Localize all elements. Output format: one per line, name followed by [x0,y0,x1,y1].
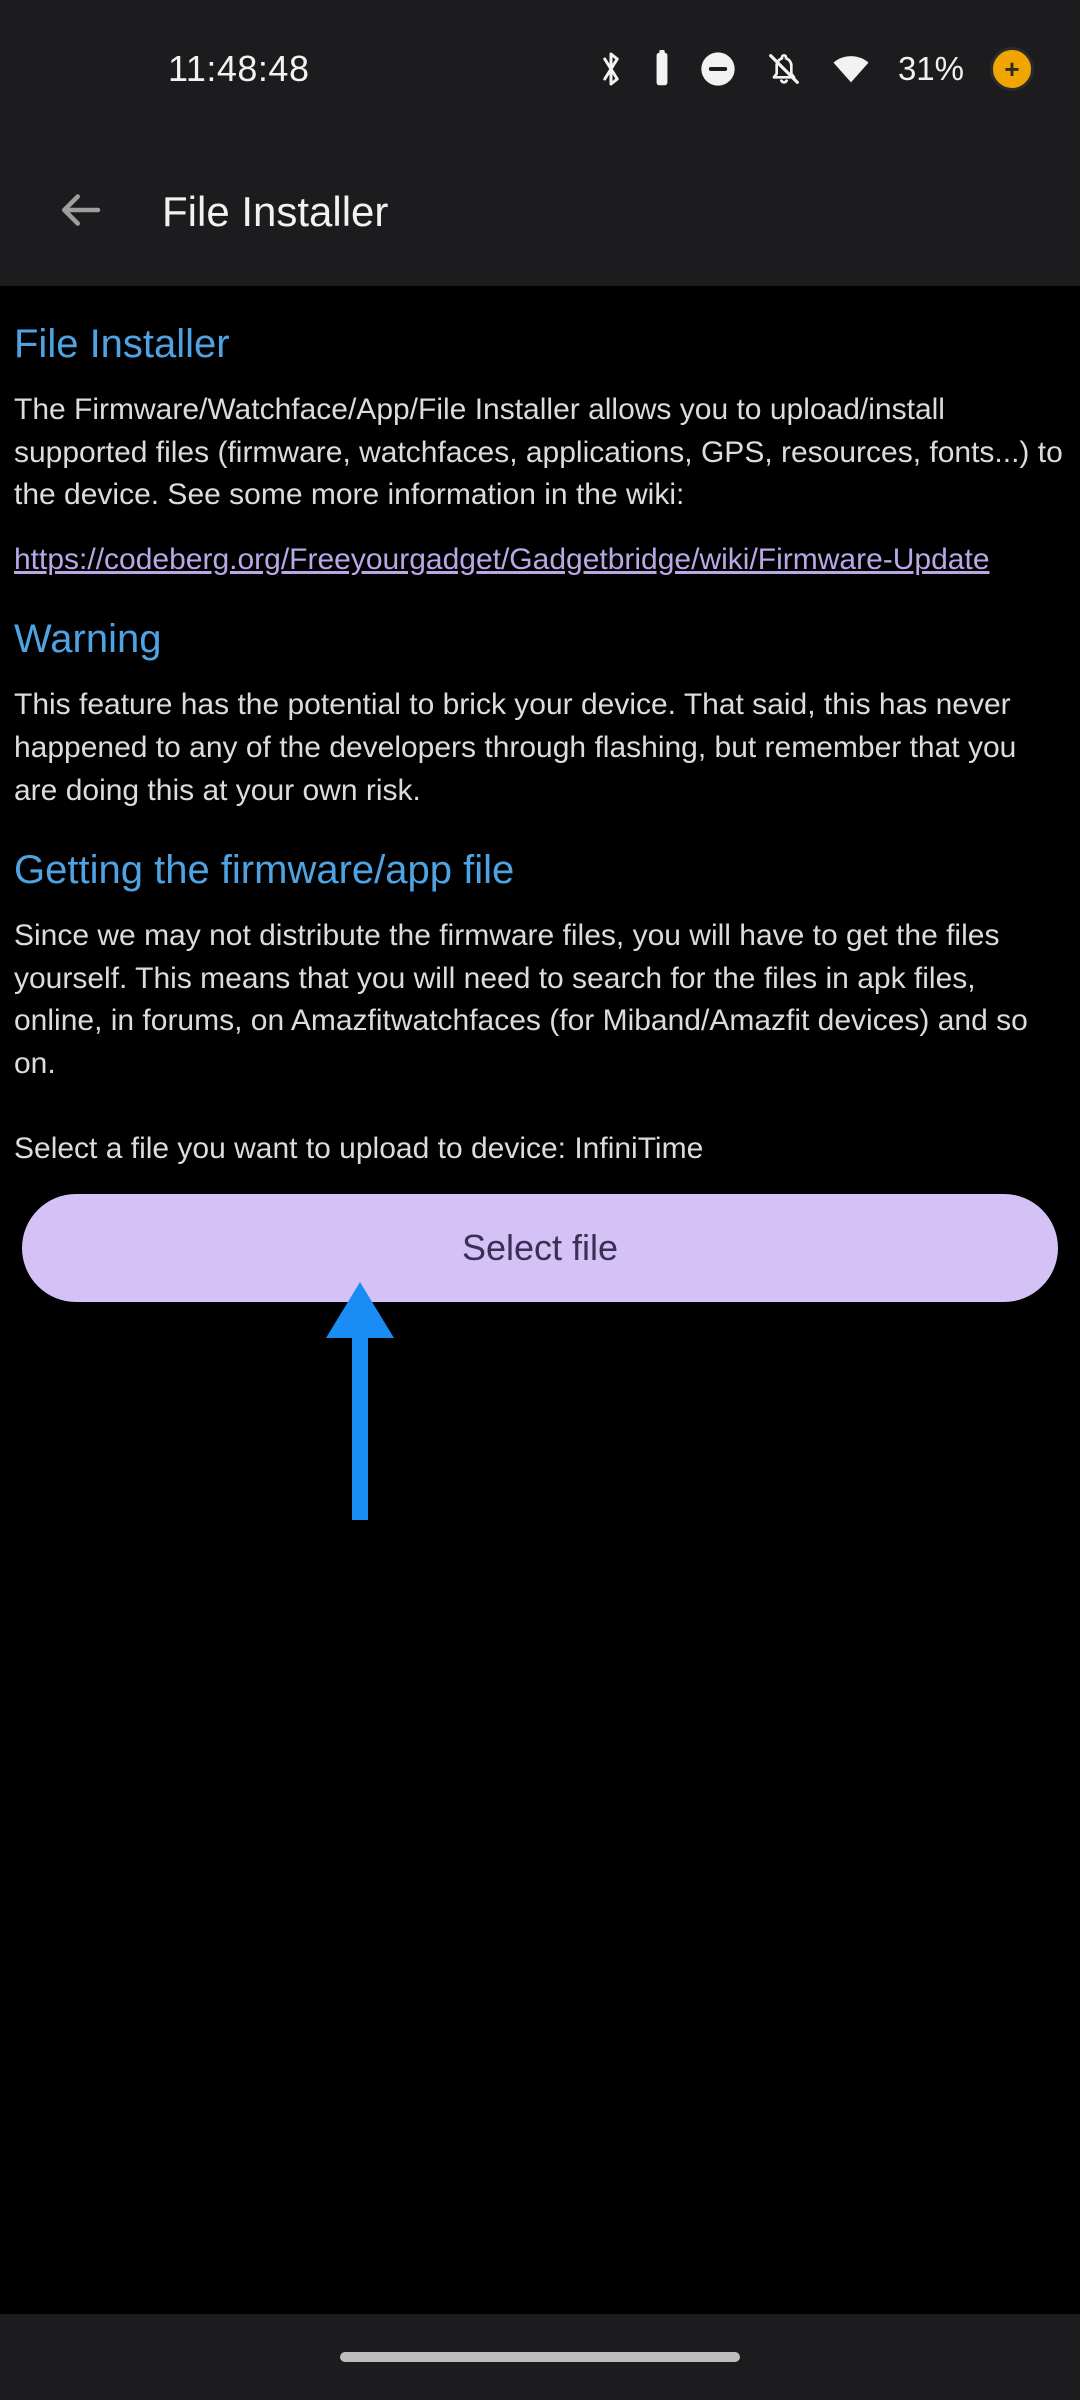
app-bar [0,138,1080,286]
wiki-link[interactable]: https://codeberg.org/Freeyourgadget/Gadgetbridge/wiki/Firmware-Update [14,542,990,576]
bluetooth-icon [596,49,626,89]
do-not-disturb-icon [698,49,738,89]
back-arrow-icon [53,183,107,242]
notifications-off-icon [764,49,804,89]
battery-small-icon [652,50,672,88]
avatar[interactable]: + [990,47,1034,91]
status-clock: 11:48:48 [168,48,310,89]
heading-getting-firmware: Getting the firmware/app file [14,848,515,893]
wifi-icon [830,49,872,89]
up-arrow-annotation [320,1280,400,1520]
status-bar [0,0,1080,138]
heading-file-installer: File Installer [14,322,230,366]
back-button[interactable] [48,180,112,244]
select-file-button[interactable]: Select file [22,1194,1058,1302]
status-icons-group [596,47,1034,91]
page-title: File Installer [162,188,389,235]
intro-paragraph: The Firmware/Watchface/App/File Installer allows you to upload/install supported files (firmware, watchfaces, applications, GPS, resources, fonts...) to the device. See some more information in the wiki: [14,393,1063,512]
home-indicator[interactable] [340,2352,740,2362]
select-file-prompt: Select a file you want to upload to device: InfiniTime [14,1131,704,1165]
main-content [0,322,1080,1302]
warning-paragraph: This feature has the potential to brick your device. That said, this has never happened to any of the developers through flashing, but remember that you are doing this at your own risk. [14,688,1017,807]
getting-firmware-paragraph: Since we may not distribute the firmware files, you will have to get the files yourself. This means that you will need to search for the files in apk files, online, in forums, on Amazfitwatchfaces (for Miband/Amazfit devices) and so on. [14,919,1028,1080]
wiki-link-paragraph [14,539,1066,582]
battery-percent-label: 31% [897,50,964,87]
heading-warning: Warning [14,617,162,662]
navigation-bar [0,2314,1080,2400]
